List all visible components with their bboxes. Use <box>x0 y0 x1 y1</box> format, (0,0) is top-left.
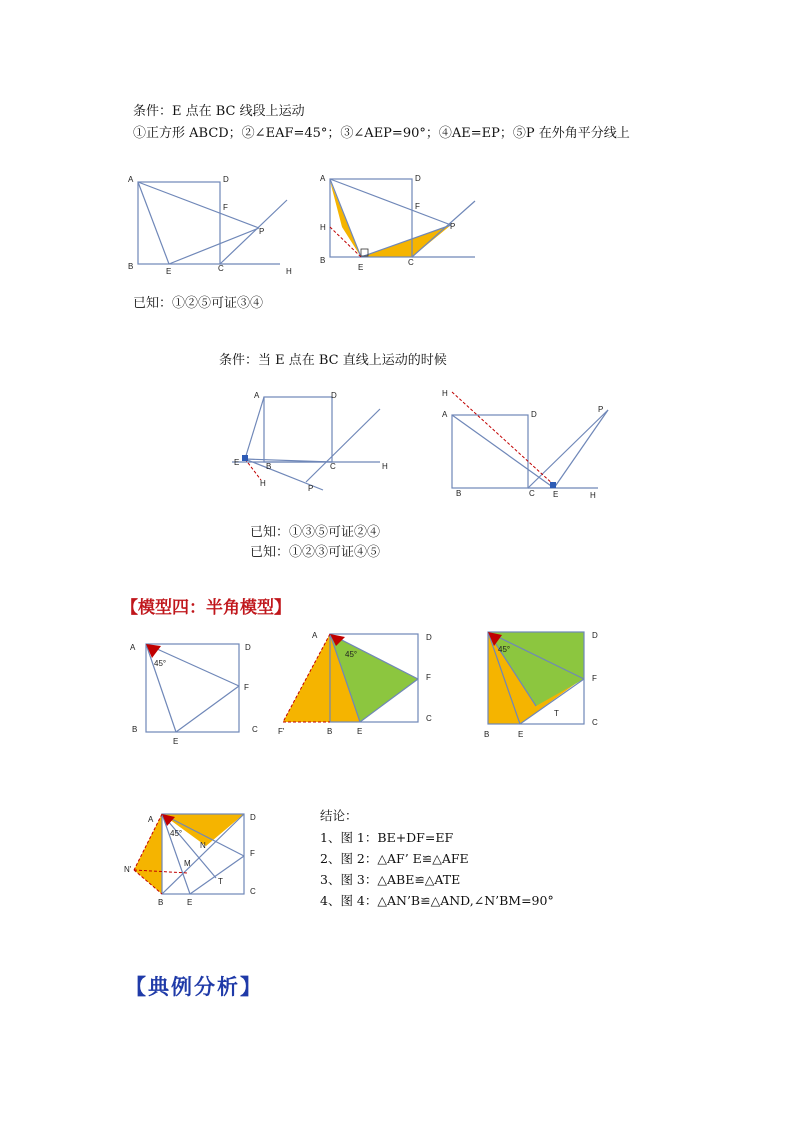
label-E: E <box>166 267 172 276</box>
label-F: F <box>250 849 255 858</box>
label-F: F <box>592 674 597 683</box>
label-H: H <box>286 267 292 276</box>
label-B: B <box>484 730 490 739</box>
model4-heading: 【模型四：半角模型】 <box>121 598 291 618</box>
label-C: C <box>250 887 256 896</box>
label-P: P <box>450 222 456 231</box>
label-D: D <box>426 633 432 642</box>
conclusion-item-3: 3、图 3：△ABE≌△ATE <box>320 872 461 887</box>
label-A: A <box>312 631 318 640</box>
label-D: D <box>531 410 537 419</box>
label-P: P <box>598 405 604 414</box>
known-2b: 已知：①②③可证④⑤ <box>250 545 381 560</box>
halfangle-figure-2 <box>274 624 449 744</box>
label-A: A <box>442 410 448 419</box>
conclusion-item-4: 4、图 4：△AN’B≌△AND,∠N’BM=90° <box>320 893 554 908</box>
angle-45: 45° <box>154 659 167 668</box>
label-C: C <box>529 489 535 498</box>
label-A: A <box>148 815 154 824</box>
label-E: E <box>357 727 363 736</box>
label-B: B <box>132 725 138 734</box>
label-D: D <box>415 174 421 183</box>
label-N: N <box>200 841 206 850</box>
label-E: E <box>173 737 179 746</box>
known-1: 已知：①②⑤可证③④ <box>133 296 264 311</box>
label-D: D <box>250 813 256 822</box>
figure-1b <box>312 165 492 277</box>
label-E: E <box>358 263 364 272</box>
label-E: E <box>518 730 524 739</box>
label-P: P <box>308 484 314 493</box>
angle-45: 45° <box>345 650 358 659</box>
conclusion-item-1: 1、图 1：BE+DF=EF <box>320 830 454 845</box>
label-H: H <box>320 223 326 232</box>
label-F: F <box>223 203 228 212</box>
label-C: C <box>592 718 598 727</box>
label-Fprime: F' <box>278 727 285 736</box>
figure-2a <box>228 385 393 497</box>
label-D: D <box>331 391 337 400</box>
angle-45: 45° <box>498 645 511 654</box>
label-A: A <box>130 643 136 652</box>
label-B: B <box>327 727 333 736</box>
label-E: E <box>234 458 240 467</box>
label-B: B <box>456 489 462 498</box>
label-C: C <box>252 725 258 734</box>
label-D: D <box>245 643 251 652</box>
label-C: C <box>408 258 414 267</box>
label-T: T <box>554 709 559 718</box>
label-A: A <box>128 175 134 184</box>
figure-2b <box>438 382 620 502</box>
label-C: C <box>330 462 336 471</box>
label-B: B <box>158 898 164 907</box>
angle-45: 45° <box>170 829 183 838</box>
label-F: F <box>426 673 431 682</box>
figure-1a <box>120 168 305 280</box>
label-Nprime: N' <box>124 865 132 874</box>
label-H2: H <box>260 479 266 488</box>
condition-list: ①正方形 ABCD；②∠EAF=45°；③∠AEP=90°；④AE=EP；⑤P 在外角平分线上 <box>133 126 630 141</box>
conclusion-item-2: 2、图 2：△AF’ E≌△AFE <box>320 851 469 866</box>
label-H2: H <box>590 491 596 500</box>
label-C: C <box>426 714 432 723</box>
halfangle-figure-3 <box>476 624 616 744</box>
label-P: P <box>259 227 265 236</box>
label-E: E <box>187 898 193 907</box>
label-B: B <box>266 462 272 471</box>
label-B: B <box>128 262 134 271</box>
label-H: H <box>382 462 388 471</box>
label-M: M <box>184 859 191 868</box>
label-C: C <box>218 264 224 273</box>
label-T: T <box>218 877 223 886</box>
label-F: F <box>244 683 249 692</box>
conclusion-title: 结论： <box>320 808 358 823</box>
label-A: A <box>320 174 326 183</box>
halfangle-figure-4 <box>120 808 270 908</box>
condition-2: 条件：当 E 点在 BC 直线上运动的时候 <box>219 353 447 368</box>
label-B: B <box>320 256 326 265</box>
label-E: E <box>553 490 559 499</box>
known-2a: 已知：①③⑤可证②④ <box>250 525 381 540</box>
label-H: H <box>442 389 448 398</box>
halfangle-figure-1 <box>124 636 274 751</box>
label-A: A <box>254 391 260 400</box>
label-F: F <box>415 202 420 211</box>
label-D: D <box>223 175 229 184</box>
label-D: D <box>592 631 598 640</box>
condition-1: 条件：E 点在 BC 线段上运动 <box>133 104 305 119</box>
examples-heading: 【典例分析】 <box>125 974 263 999</box>
